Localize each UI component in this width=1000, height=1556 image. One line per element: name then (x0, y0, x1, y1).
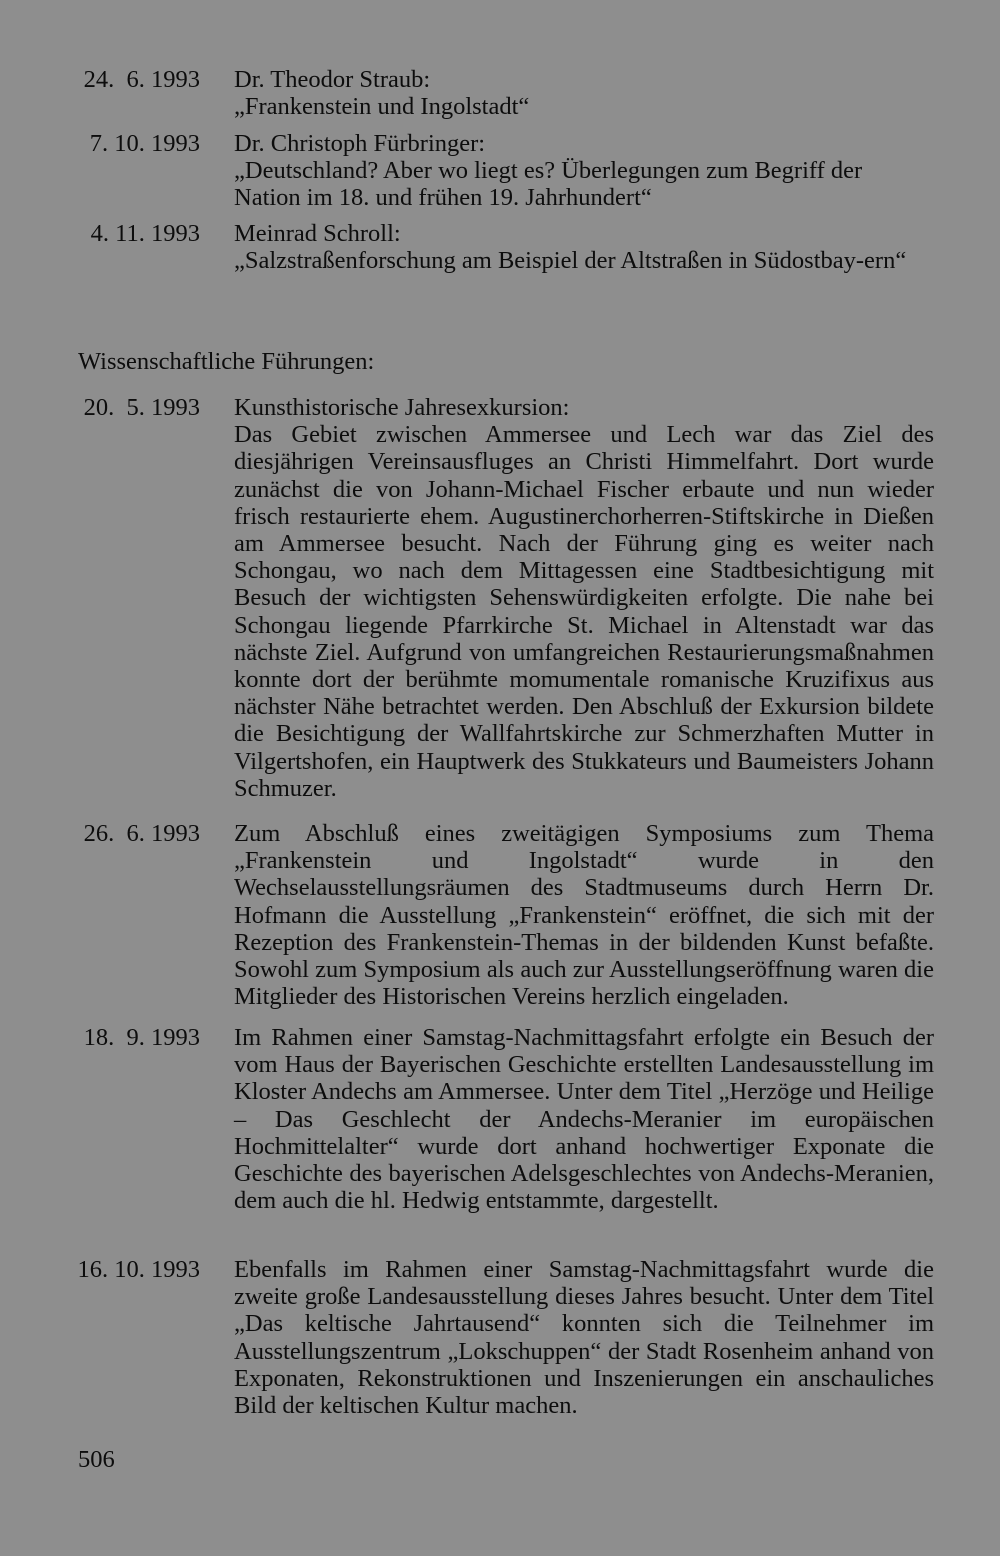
tour-body (234, 394, 934, 802)
lecture-speaker: Dr. Theodor Straub: (234, 66, 431, 93)
lecture-body (234, 220, 934, 274)
tour-body (234, 1256, 934, 1419)
tour-date: 18. 9. 1993 (83, 1024, 200, 1051)
lecture-speaker: Meinrad Schroll: (234, 220, 401, 247)
tour-description: Zum Abschluß eines zweitägigen Symposiums zum Thema „Frankenstein und Ingolstadt“ wurde in den Wechselausstellungsräumen des Stadtmuseums durch Herrn Dr. Hofmann die Ausstellung „Frankenstein“ eröffnet, die sich mit der Rezeption des Frankenstein-Themas in der bildenden Kunst befaßte. Sowohl zum Symposium als auch zur Ausstellungseröffnung waren die Mitglieder des Historischen Vereins herzlich eingeladen. (234, 820, 934, 1011)
lecture-date: 4. 11. 1993 (90, 220, 200, 247)
lecture-body (234, 66, 934, 120)
page-number: 506 (78, 1446, 115, 1473)
tour-description: Im Rahmen einer Samstag-Nachmittagsfahrt erfolgte ein Besuch der vom Haus der Bayerischen Geschichte erstellten Landesausstellung im Kloster Andechs am Ammersee. Unter dem Titel „Herzöge und Heilige – Das Geschlecht der Andechs-Meranier im europäischen Hochmittelalter“ wurde dort anhand hochwertiger Exponate die Geschichte des bayerischen Adelsgeschlechtes von Andechs-Meranien, dem auch die hl. Hedwig entstammte, dargestellt. (234, 1024, 934, 1215)
tour-date: 26. 6. 1993 (83, 820, 200, 847)
lecture-entry (76, 130, 934, 212)
lecture-speaker: Dr. Christoph Fürbringer: (234, 130, 486, 157)
tour-entry (76, 394, 934, 802)
tour-entry (76, 1256, 934, 1419)
tour-title: Kunsthistorische Jahresexkursion: (234, 394, 570, 421)
lecture-date: 7. 10. 1993 (89, 130, 200, 157)
tour-body (234, 820, 934, 1010)
tour-entry (76, 820, 934, 1010)
tour-date: 20. 5. 1993 (83, 394, 200, 421)
section-heading: Wissenschaftliche Führungen: (78, 348, 375, 375)
lecture-title: „Salzstraßenforschung am Beispiel der Altstraßen in Südostbay-ern“ (234, 247, 907, 275)
tour-body (234, 1024, 934, 1214)
lecture-title: „Deutschland? Aber wo liegt es? Überlegungen zum Begriff der Nation im 18. und frühen 19. Jahrhundert“ (234, 157, 863, 212)
lecture-entry (76, 220, 934, 274)
lecture-entry (76, 66, 934, 120)
lecture-body (234, 130, 934, 212)
lecture-date: 24. 6. 1993 (83, 66, 200, 93)
tour-description: Das Gebiet zwischen Ammersee und Lech war das Ziel des diesjährigen Vereinsausfluges an Christi Himmelfahrt. Dort wurde zunächst die von Johann-Michael Fischer erbaute und nun wieder frisch restaurierte ehem. Augustinerchorherren-Stiftskirche in Dießen am Ammersee besucht. Nach der Führung ging es weiter nach Schongau, wo nach dem Mittagessen eine Stadtbesichtigung mit Besuch der wichtigsten Sehenswürdigkeiten erfolgte. Die nahe bei Schongau liegende Pfarrkirche St. Michael in Altenstadt war das nächste Ziel. Aufgrund von umfangreichen Restaurierungsmaßnahmen konnte dort der berühmte momumentale romanische Kruzifixus aus nächster Nähe betrachtet werden. Den Abschluß der Exkursion bildete die Besichtigung der Wallfahrtskirche zur Schmerzhaften Mutter in Vilgertshofen, ein Hauptwerk des Stukkateurs und Baumeisters Johann Schmuzer. (234, 421, 934, 802)
tour-entry (76, 1024, 934, 1214)
tour-description: Ebenfalls im Rahmen einer Samstag-Nachmittagsfahrt wurde die zweite große Landesausstellung dieses Jahres besucht. Unter dem Titel „Das keltische Jahrtausend“ konnten sich die Teilnehmer im Ausstellungszentrum „Lokschuppen“ der Stadt Rosenheim anhand von Exponaten, Rekonstruktionen und Inszenierungen ein anschauliches Bild der keltischen Kultur machen. (234, 1256, 934, 1420)
lecture-title: „Frankenstein und Ingolstadt“ (234, 93, 530, 121)
tour-date: 16. 10. 1993 (77, 1256, 200, 1283)
